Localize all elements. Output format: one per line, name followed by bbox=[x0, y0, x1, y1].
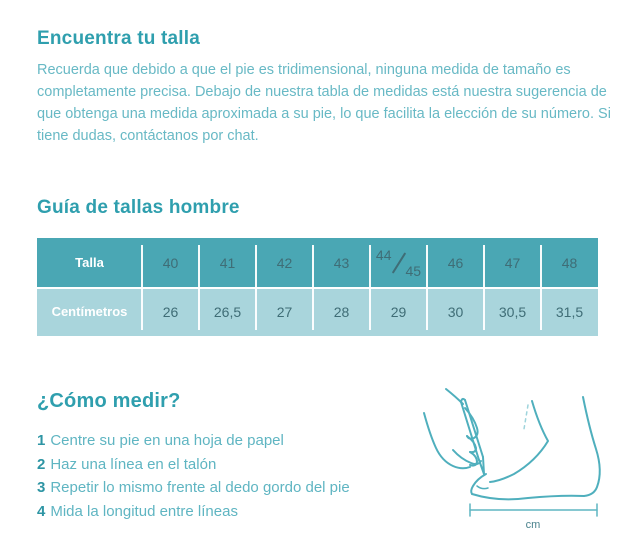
slash-divider bbox=[391, 252, 405, 273]
cm-cell: 30 bbox=[447, 303, 464, 320]
size-cell: 46 bbox=[447, 254, 464, 271]
measure-step-2 bbox=[37, 453, 350, 477]
foot-shin-instep bbox=[490, 401, 548, 482]
cm-cell: 26,5 bbox=[213, 303, 242, 320]
measure-step-4 bbox=[37, 500, 350, 524]
size-cell: 43 bbox=[333, 254, 350, 271]
pencil-top bbox=[461, 399, 465, 402]
step-number: 1 bbox=[37, 432, 46, 449]
pencil-right-edge bbox=[465, 400, 483, 457]
foot-sole bbox=[472, 494, 584, 499]
step-text: Repetir lo mismo frente al dedo gordo del pie bbox=[50, 479, 350, 496]
foot-measure-illustration bbox=[420, 385, 640, 535]
men-size-guide-title: Guía de tallas hombre bbox=[37, 197, 240, 218]
column-divider bbox=[255, 245, 257, 330]
size-row-label: Talla bbox=[75, 255, 104, 270]
step-number: 3 bbox=[37, 479, 46, 496]
measure-step-3 bbox=[37, 476, 350, 500]
step-number: 2 bbox=[37, 455, 46, 473]
foot-heel-back bbox=[583, 397, 600, 496]
table-row-divider bbox=[37, 287, 598, 289]
how-to-measure-title: ¿Cómo medir? bbox=[37, 390, 181, 412]
cm-cell: 28 bbox=[333, 303, 350, 320]
step-text: Haz una línea en el talón bbox=[50, 455, 217, 473]
pencil-tip bbox=[479, 457, 484, 474]
size-cell: 48 bbox=[561, 254, 578, 271]
column-divider bbox=[312, 245, 314, 330]
size-split-bottom: 45 bbox=[405, 262, 422, 279]
shin-sketch-dashes bbox=[524, 405, 528, 429]
size-cell: 41 bbox=[219, 254, 236, 271]
size-cell: 47 bbox=[504, 254, 521, 271]
cm-row-label: Centímetros bbox=[51, 304, 128, 319]
table-row-centimeters bbox=[37, 287, 598, 336]
size-cell: 42 bbox=[276, 254, 293, 271]
size-split-top: 44 bbox=[375, 246, 392, 263]
column-divider bbox=[540, 245, 542, 330]
intro-paragraph: Recuerda que debido a que el pie es tridimensional, ninguna medida de tamaño es completamente precisa. Debajo de nuestra tabla de medidas está nuestra sugerencia de que obtenga una medida aproximada a su pie, lo que facilita la elección de su número. Si tiene dudas, contáctanos por chat. bbox=[37, 62, 611, 144]
column-divider bbox=[369, 245, 371, 330]
measure-steps-list bbox=[37, 429, 350, 523]
cm-cell: 27 bbox=[276, 303, 293, 320]
page-title: Encuentra tu talla bbox=[37, 28, 201, 49]
cm-cell: 30,5 bbox=[498, 303, 527, 320]
measure-step-1 bbox=[37, 429, 350, 453]
size-cell: 40 bbox=[162, 254, 179, 271]
foot-toe-front bbox=[471, 474, 486, 494]
cm-unit-label: cm bbox=[525, 519, 541, 531]
size-cell-split bbox=[370, 238, 427, 287]
column-divider bbox=[483, 245, 485, 330]
size-table bbox=[37, 238, 598, 338]
column-divider bbox=[198, 245, 200, 330]
foot-measure-drawing bbox=[420, 385, 640, 535]
column-divider bbox=[141, 245, 143, 330]
foot-toe-detail bbox=[477, 486, 488, 489]
measurement-line-group bbox=[470, 504, 597, 516]
step-text: Centre su pie en una hoja de papel bbox=[50, 432, 284, 449]
step-number: 4 bbox=[37, 502, 46, 520]
step-text: Mida la longitud entre líneas bbox=[50, 502, 238, 520]
cm-cell: 26 bbox=[162, 303, 179, 320]
cm-cell: 29 bbox=[390, 303, 407, 320]
cm-cell: 31,5 bbox=[555, 303, 584, 320]
column-divider bbox=[426, 245, 428, 330]
table-row-sizes bbox=[37, 238, 598, 287]
